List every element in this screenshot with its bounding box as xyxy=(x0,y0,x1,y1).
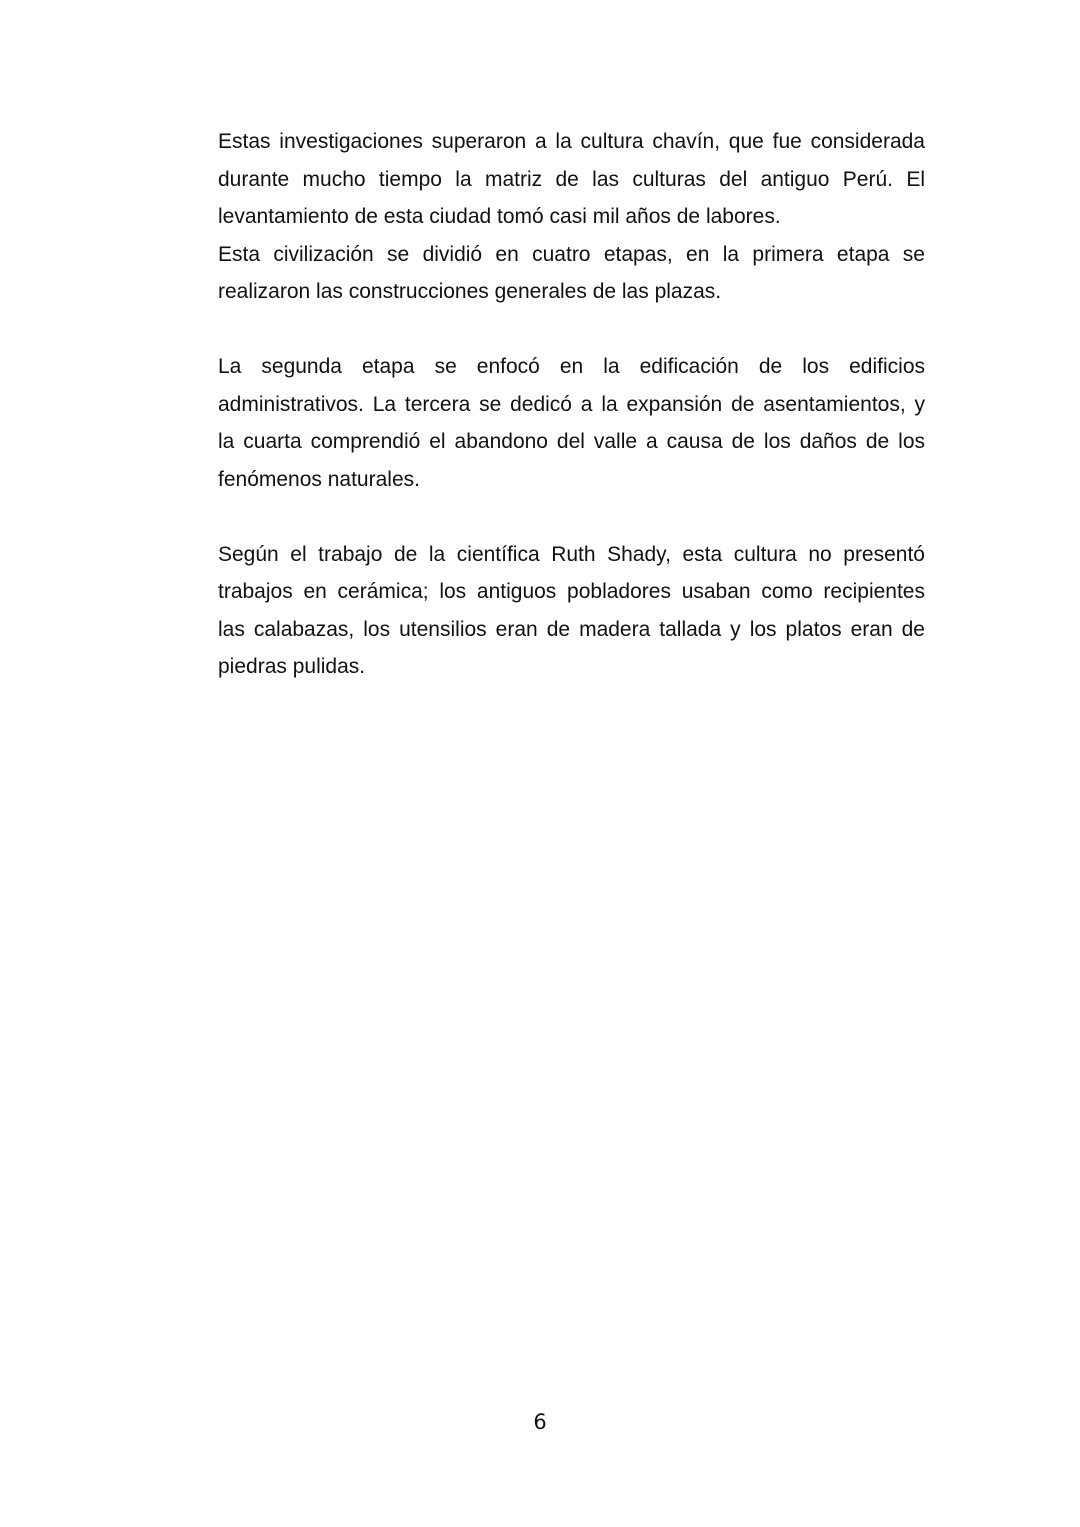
text-line: las calabazas, los utensilios eran de madera tallada y los platos eran de xyxy=(218,617,925,641)
text-line: fenómenos naturales. xyxy=(218,467,420,491)
paragraph-3 xyxy=(218,536,925,686)
body-text xyxy=(218,123,925,723)
text-line: administrativos. La tercera se dedicó a la expansión de asentamientos, y xyxy=(218,392,925,416)
text-line: La segunda etapa se enfocó en la edificación de los edificios xyxy=(218,355,925,378)
text-line: trabajos en cerámica; los antiguos pobladores usaban como recipientes xyxy=(218,580,925,603)
text-line: Según el trabajo de la científica Ruth Shady, esta cultura no presentó xyxy=(218,542,925,566)
paragraph-1 xyxy=(218,123,925,311)
text-line: levantamiento de esta ciudad tomó casi mil años de labores. xyxy=(218,205,781,228)
text-line: Esta civilización se dividió en cuatro etapas, en la primera etapa se xyxy=(218,242,925,266)
page-number: 6 xyxy=(533,1410,547,1434)
text-line: realizaron las construcciones generales de las plazas. xyxy=(218,280,722,303)
text-line: la cuarta comprendió el abandono del valle a causa de los daños de los xyxy=(218,430,925,453)
text-line: piedras pulidas. xyxy=(218,655,366,678)
paragraph-2 xyxy=(218,348,925,498)
text-line: Estas investigaciones superaron a la cultura chavín, que fue considerada xyxy=(218,130,925,153)
text-line: durante mucho tiempo la matriz de las culturas del antiguo Perú. El xyxy=(218,167,925,191)
